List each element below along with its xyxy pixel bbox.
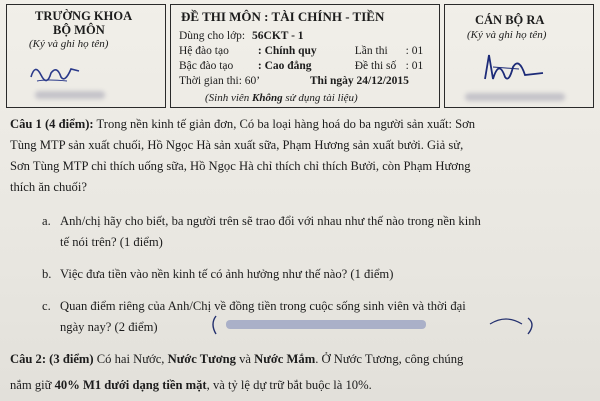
attempt-value: : 01 <box>405 45 424 57</box>
q1-option-a-line-2: tế nói trên? (1 điểm) <box>60 235 163 249</box>
class-row <box>179 30 304 42</box>
left-name-blur <box>35 91 105 99</box>
q1-line-2: Tùng MTP sản xuất chuối, Hồ Ngọc Hà sản xuất sữa, Phạm Hương sản xuất bưởi. Giả sử, <box>10 138 464 152</box>
left-title-line2: BỘ MÔN <box>53 23 105 37</box>
q2-label: Câu 2: (3 điểm) <box>10 352 94 366</box>
left-signature-icon <box>27 57 87 87</box>
right-subtitle: (Ký và ghi họ tên) <box>467 29 547 41</box>
q1-line-1: Câu 1 (4 điểm): Trong nền kinh tế giản đơn, Có ba loại hàng hoá do ba người sản xuất: Sơn <box>10 117 476 131</box>
duration-label: Thời gian thi: 60’ <box>179 75 261 87</box>
q1-option-b-line-1: b. Việc đưa tiền vào nền kinh tế có ảnh hưởng như thế nào? (1 điểm) <box>42 267 394 281</box>
level-label: Bậc đào tạo <box>179 60 234 72</box>
q2-line-2: nắm giữ 40% M1 dưới dạng tiền mặt, và tỷ lệ dự trữ bắt buộc là 10%. <box>10 378 372 392</box>
q1-line-4: thích ăn chuối? <box>10 180 87 194</box>
class-label: Dùng cho lớp: <box>179 30 246 42</box>
q1-label: Câu 1 (4 điểm): <box>10 117 94 131</box>
left-title-line1: TRƯỜNG KHOA <box>35 9 133 23</box>
training-value: : Chính quy <box>257 45 317 57</box>
training-row <box>179 45 423 57</box>
q2-line-1: Câu 2: (3 điểm) Có hai Nước, Nước Tương và Nước Mắm. Ở Nước Tương, công chúng <box>10 352 464 366</box>
exam-no-label: Đề thi số <box>354 60 397 72</box>
q1-option-a-line-1: a. Anh/chị hãy cho biết, ba người trên sẽ trao đổi với nhau như thế nào trong nền kinh <box>42 214 481 228</box>
left-subtitle: (Ký và ghi họ tên) <box>29 38 109 50</box>
q1-option-c-line-1: c. Quan điểm riêng của Anh/Chị về đồng tiền trong cuộc sống sinh viên và thời đại <box>42 299 466 313</box>
header-center-box <box>170 4 440 108</box>
q1-option-c-line-2: ngày nay? (2 điểm) <box>60 320 158 334</box>
class-value: 56CKT - 1 <box>252 30 304 42</box>
exam-title: ĐỀ THI MÔN : TÀI CHÍNH - TIỀN <box>181 9 385 24</box>
note-bold-word: Không <box>252 92 283 104</box>
level-value: : Cao đẳng <box>257 60 312 72</box>
exam-no-value: : 01 <box>405 60 424 72</box>
level-row <box>179 60 423 72</box>
header-right-box <box>444 4 594 108</box>
right-signature-icon <box>479 49 549 89</box>
training-label: Hệ đào tạo <box>179 45 229 57</box>
q1-line-3: Sơn Tùng MTP chỉ thích uống sữa, Hồ Ngọc Hà chỉ thích chỉ thích Bưởi, còn Phạm Hương <box>10 159 471 173</box>
time-row <box>179 75 409 87</box>
attempt-label: Lần thi <box>354 45 388 57</box>
handwritten-note-icon <box>210 312 540 338</box>
materials-note: (Sinh viên Không sử dụng tài liệu) <box>205 92 358 104</box>
exam-date: Thi ngày 24/12/2015 <box>309 75 409 87</box>
right-name-blur <box>465 93 565 101</box>
right-title: CÁN BỘ RA <box>475 13 545 27</box>
header-left-box <box>6 4 166 108</box>
